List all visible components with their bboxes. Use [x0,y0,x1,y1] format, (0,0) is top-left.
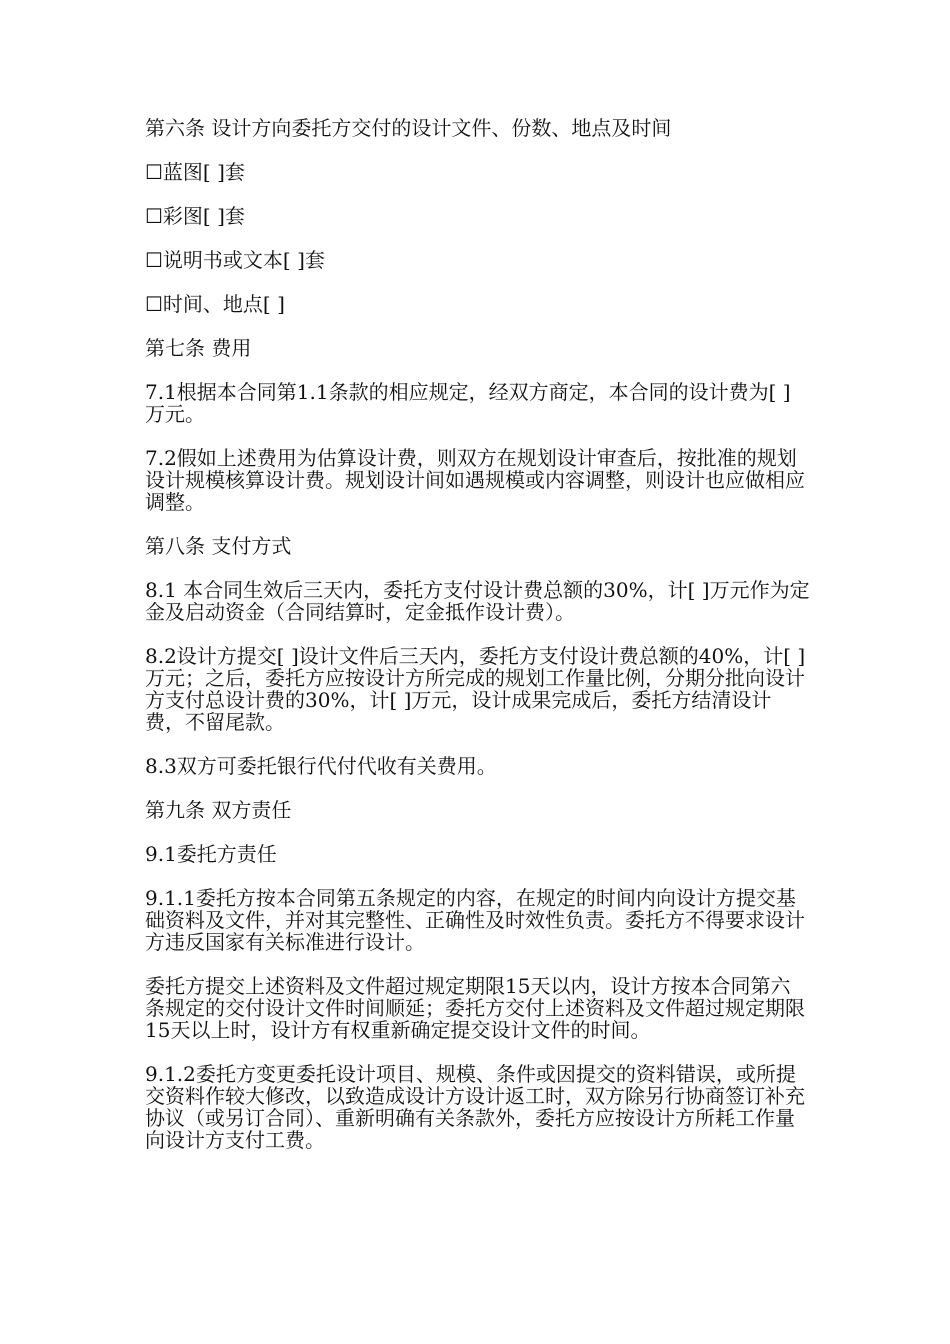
checkbox-item-manual: ☐说明书或文本[ ]套 [145,248,325,272]
clause-9-1: 9.1委托方责任 [145,842,277,866]
checkbox-item-color-drawing: ☐彩图[ ]套 [145,204,245,228]
clause-9-1-1-continued: 委托方提交上述资料及文件超过规定期限15天以内，设计方按本合同第六条规定的交付设计文件时间顺延；委托方交付上述资料及文件超过规定期限15天以上时，设计方有权重新确定提交设计文件的时间。 [145,974,805,1042]
clause-8-3: 8.3双方可委托银行代付代收有关费用。 [145,754,497,778]
article-9-heading: 第九条 双方责任 [145,798,292,822]
document-body [145,117,810,1173]
clause-9-1-2: 9.1.2委托方变更委托设计项目、规模、条件或因提交的资料错误，或所提交资料作较大修改，以致造成设计方设计返工时，双方除另行协商签订补充协议（或另订合同）、重新明确有关条款外，委托方应按设计方所耗工作量向设计方支付工费。 [145,1062,805,1152]
clause-7-2: 7.2假如上述费用为估算设计费，则双方在规划设计审查后，按批准的规划设计规模核算设计费。规划设计间如遇规模或内容调整，则设计也应做相应调整。 [145,446,805,514]
checkbox-item-time-place: ☐时间、地点[ ] [145,292,285,316]
clause-8-2: 8.2设计方提交[ ]设计文件后三天内，委托方支付设计费总额的40%，计[ ]万元；之后，委托方应按设计方所完成的规划工作量比例，分期分批向设计方支付总设计费的30%，计[ ]万元，设计成果完成后，委托方结清设计费，不留尾款。 [145,644,806,734]
clause-8-1: 8.1 本合同生效后三天内，委托方支付设计费总额的30%，计[ ]万元作为定金及启动资金（合同结算时，定金抵作设计费）。 [145,578,810,624]
clause-7-1: 7.1根据本合同第1.1条款的相应规定，经双方商定，本合同的设计费为[ ]万元。 [145,380,791,426]
article-7-heading: 第七条 费用 [145,336,252,360]
article-6-heading: 第六条 设计方向委托方交付的设计文件、份数、地点及时间 [145,116,672,140]
checkbox-item-blueprint: ☐蓝图[ ]套 [145,160,245,184]
clause-9-1-1: 9.1.1委托方按本合同第五条规定的内容，在规定的时间内向设计方提交基础资料及文件，并对其完整性、正确性及时效性负责。委托方不得要求设计方违反国家有关标准进行设计。 [145,886,805,954]
article-8-heading: 第八条 支付方式 [145,534,292,558]
